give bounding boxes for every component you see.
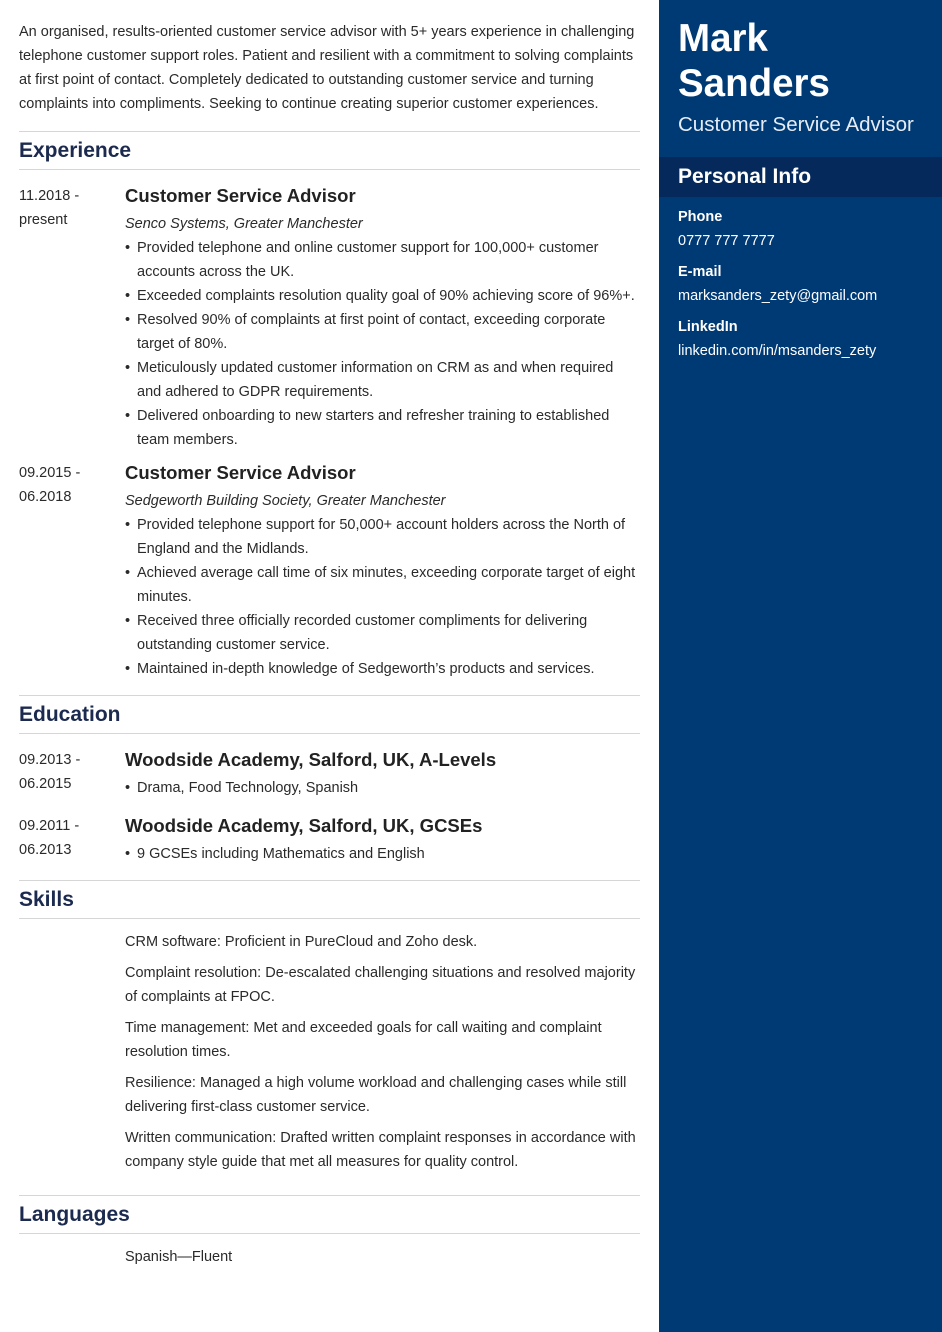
job-bullet: • Delivered onboarding to new starters and refresher training to established team members. — [125, 404, 640, 452]
entry-date: 11.2018 - present — [19, 188, 80, 228]
language-item: Spanish—Fluent — [125, 1249, 233, 1265]
job-title: Customer Service Advisor — [125, 462, 356, 483]
personal-info — [678, 205, 928, 370]
job-bullet: • Achieved average call time of six minutes, exceeding corporate target of eight minutes. — [125, 561, 640, 609]
education-heading: Education — [19, 695, 640, 734]
skill-item: CRM software: Proficient in PureCloud and Zoho desk. — [125, 934, 478, 950]
school-bullets — [125, 776, 640, 800]
school-bullet: • 9 GCSEs including Mathematics and English — [125, 842, 640, 866]
job-bullet: • Received three officially recorded customer compliments for delivering outstanding customer service. — [125, 609, 640, 657]
job-bullet: • Meticulously updated customer information on CRM as and when required and adhered to GDPR requirements. — [125, 356, 640, 404]
personal-info-heading: Personal Info — [659, 157, 942, 197]
job-title: Customer Service Advisor — [125, 185, 356, 206]
languages-heading: Languages — [19, 1195, 640, 1234]
job-bullet: • Provided telephone support for 50,000+ account holders across the North of England and the Midlands. — [125, 513, 640, 561]
job-bullet: • Maintained in-depth knowledge of Sedgeworth’s products and services. — [125, 657, 640, 681]
skills-heading: Skills — [19, 880, 640, 919]
candidate-role: Customer Service Advisor — [678, 113, 914, 136]
email-value: marksanders_zety@gmail.com — [678, 288, 878, 304]
phone-label: Phone — [678, 209, 723, 225]
phone-value: 0777 777 7777 — [678, 233, 775, 249]
job-bullet: • Exceeded complaints resolution quality goal of 90% achieving score of 96%+. — [125, 284, 640, 308]
experience-entry — [19, 184, 640, 452]
skill-item: Time management: Met and exceeded goals for call waiting and complaint resolution times. — [125, 1020, 602, 1060]
linkedin-label: LinkedIn — [678, 319, 738, 335]
main-column — [19, 0, 640, 1269]
job-company: Senco Systems, Greater Manchester — [125, 216, 363, 232]
school-bullet: • Drama, Food Technology, Spanish — [125, 776, 640, 800]
skill-item: Complaint resolution: De-escalated challenging situations and resolved majority of complaints at FPOC. — [125, 965, 636, 1005]
experience-list — [19, 170, 640, 681]
experience-heading: Experience — [19, 131, 640, 170]
entry-date: 09.2015 - 06.2018 — [19, 465, 81, 505]
education-entry — [19, 814, 640, 866]
school-title: Woodside Academy, Salford, UK, GCSEs — [125, 815, 483, 836]
education-list — [19, 734, 640, 866]
job-company: Sedgeworth Building Society, Greater Manchester — [125, 493, 446, 509]
profile-summary: An organised, results-oriented customer service advisor with 5+ years experience in challenging telephone customer support roles. Patient and resilient with a commitment to solving complaints at first point of contact. Completely dedicated to outstanding customer service and turning complaints into compliments. Seeking to continue creating superior customer experiences. — [19, 24, 635, 112]
skill-item: Resilience: Managed a high volume workload and challenging cases while still delivering first-class customer service. — [125, 1075, 627, 1115]
experience-entry — [19, 461, 640, 681]
entry-date: 09.2011 - 06.2013 — [19, 818, 80, 858]
school-title: Woodside Academy, Salford, UK, A-Levels — [125, 749, 497, 770]
school-bullets — [125, 842, 640, 866]
email-label: E-mail — [678, 264, 722, 280]
last-name: Sanders — [678, 62, 830, 105]
skill-item: Written communication: Drafted written complaint responses in accordance with company style guide that met all measures for quality control. — [125, 1130, 636, 1170]
candidate-name — [678, 16, 830, 106]
sidebar — [659, 0, 942, 1332]
first-name: Mark — [678, 17, 768, 60]
job-bullets — [125, 236, 640, 452]
languages-list — [19, 1234, 640, 1269]
job-bullet: • Provided telephone and online customer support for 100,000+ customer accounts across the UK. — [125, 236, 640, 284]
skills-list — [19, 919, 640, 1185]
linkedin-value: linkedin.com/in/msanders_zety — [678, 343, 877, 359]
entry-date: 09.2013 - 06.2015 — [19, 752, 81, 792]
education-entry — [19, 748, 640, 800]
job-bullet: • Resolved 90% of complaints at first point of contact, exceeding corporate target of 80%. — [125, 308, 640, 356]
job-bullets — [125, 513, 640, 681]
